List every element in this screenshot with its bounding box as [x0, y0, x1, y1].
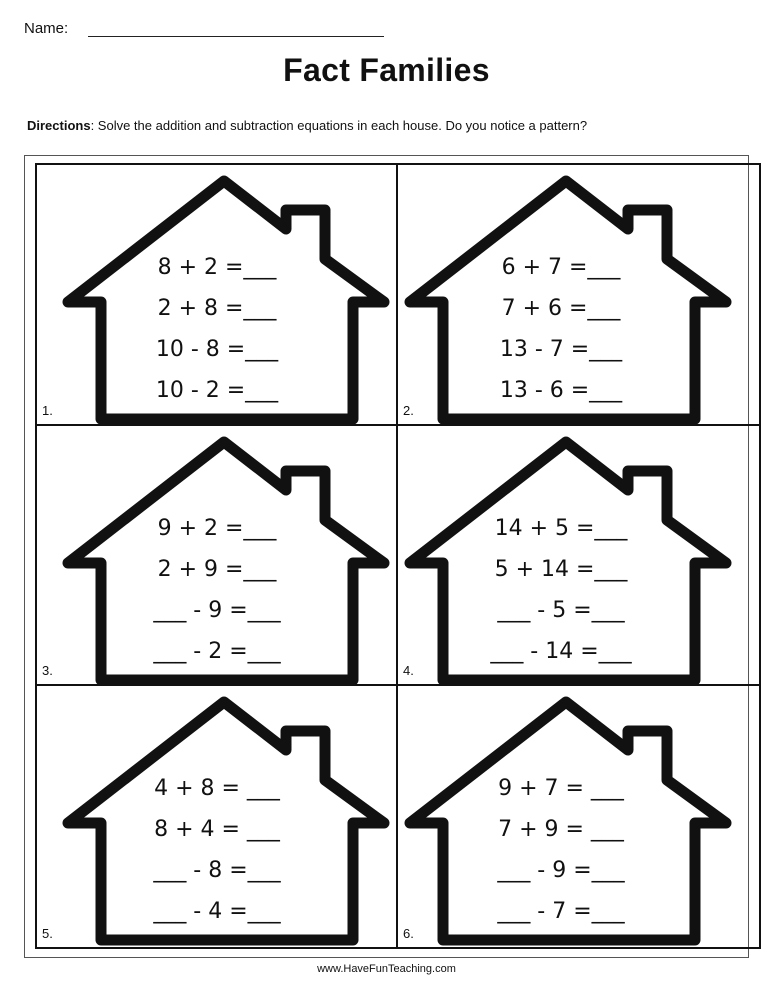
equation[interactable]: 8 + 4 = ___ — [154, 817, 280, 843]
house-cell-2 — [398, 165, 759, 426]
equation-list — [461, 768, 661, 932]
house-cell-1 — [37, 165, 398, 426]
house-cell-5 — [37, 686, 398, 947]
equation[interactable]: ___ - 4 =___ — [153, 899, 281, 925]
equation[interactable]: ___ - 7 =___ — [497, 899, 625, 925]
house-number: 6. — [403, 925, 414, 941]
house-number: 3. — [42, 663, 53, 679]
equation[interactable]: ___ - 9 =___ — [497, 858, 625, 884]
equation[interactable]: 10 - 8 =___ — [155, 337, 279, 362]
equation[interactable]: ___ - 14 =___ — [490, 638, 632, 664]
house-cell-6 — [398, 686, 759, 947]
page-title: Fact Families — [283, 52, 490, 88]
equation[interactable]: ___ - 5 =___ — [497, 597, 625, 623]
equation[interactable]: 8 + 2 =___ — [157, 255, 277, 280]
house-number: 4. — [403, 663, 414, 679]
name-label: Name: — [24, 20, 69, 37]
equation[interactable]: 4 + 8 = ___ — [154, 776, 280, 802]
equation-list — [117, 508, 317, 672]
house-number: 5. — [42, 925, 53, 941]
equation-list — [117, 247, 317, 411]
equation[interactable]: 2 + 9 =___ — [157, 556, 277, 582]
equation[interactable]: 14 + 5 =___ — [494, 515, 628, 541]
equation-list — [117, 768, 317, 932]
house-number: 2. — [403, 402, 414, 418]
equation-list — [461, 508, 661, 672]
directions — [27, 118, 587, 133]
equation[interactable]: 2 + 8 =___ — [157, 296, 277, 321]
equation[interactable]: 6 + 7 =___ — [501, 255, 621, 280]
equation[interactable]: 10 - 2 =___ — [155, 378, 279, 403]
equation[interactable]: 5 + 14 =___ — [494, 556, 628, 582]
house-number: 1. — [42, 402, 53, 418]
equation[interactable]: ___ - 2 =___ — [153, 638, 281, 664]
name-row — [24, 20, 384, 37]
directions-label: Directions — [27, 118, 91, 133]
equation[interactable]: 13 - 7 =___ — [499, 337, 623, 362]
directions-text: : Solve the addition and subtraction equations in each house. Do you notice a pattern? — [90, 118, 588, 133]
house-cell-4 — [398, 426, 759, 687]
house-grid — [35, 163, 761, 949]
footer-website: www.HaveFunTeaching.com — [317, 963, 456, 975]
equation[interactable]: 9 + 2 =___ — [157, 515, 277, 541]
house-cell-3 — [37, 426, 398, 687]
equation[interactable]: 7 + 9 = ___ — [498, 817, 624, 843]
equation[interactable]: 13 - 6 =___ — [499, 378, 623, 403]
equation[interactable]: ___ - 8 =___ — [153, 858, 281, 884]
name-line[interactable] — [88, 22, 384, 37]
equation[interactable]: ___ - 9 =___ — [153, 597, 281, 623]
equation[interactable]: 7 + 6 =___ — [501, 296, 621, 321]
equation-list — [461, 247, 661, 411]
equation[interactable]: 9 + 7 = ___ — [498, 776, 624, 802]
